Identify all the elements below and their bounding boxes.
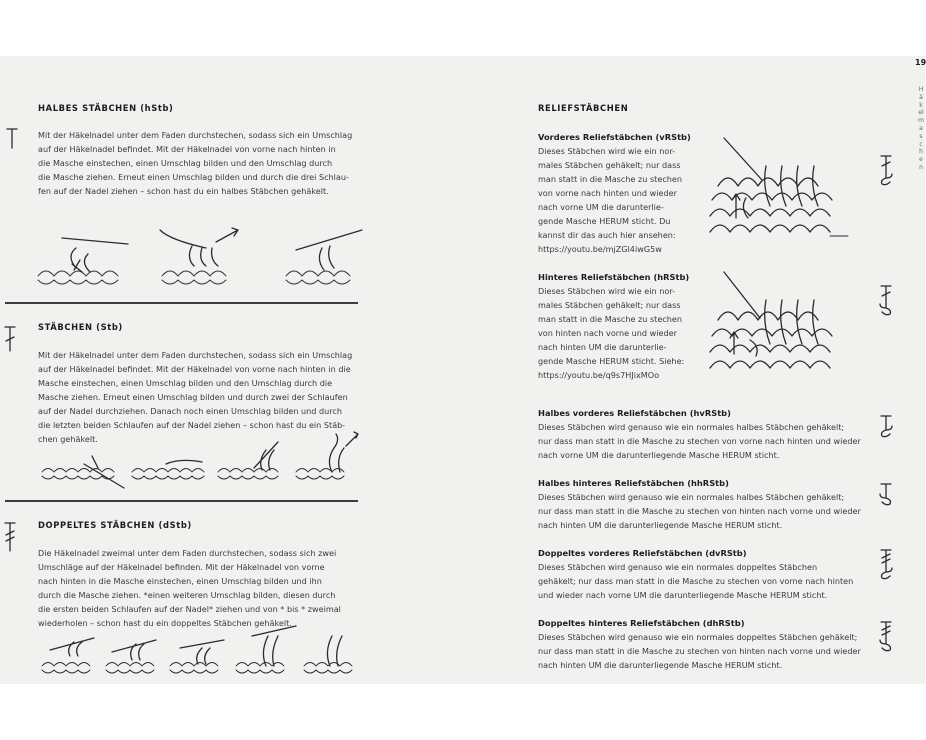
hrstb-illustration bbox=[700, 270, 850, 382]
hstb-illustration bbox=[36, 224, 366, 286]
stb-illustration bbox=[40, 436, 365, 496]
hvrstb-symbol-icon bbox=[878, 412, 898, 440]
hrstb-description: Dieses Stäbchen wird wie ein nor- males Stäbchen gehäkelt; nur dass man statt in die Masche zu stechen von hinten nach vorne und wieder nach hinten UM die darunterlie- gende Masche HERUM sticht. Siehe: https://youtu.be/q9s7HJixMOo bbox=[538, 286, 685, 380]
vrstb-heading: Vorderes Reliefstäbchen (vRStb) bbox=[538, 132, 691, 142]
dhrstb-symbol-icon bbox=[878, 618, 898, 654]
vrstb-illustration bbox=[700, 136, 850, 246]
vrstb-symbol-icon bbox=[878, 152, 898, 188]
chapter-side-label: Häkelmaschen bbox=[918, 86, 924, 171]
dvrstb-symbol-icon bbox=[878, 546, 898, 582]
dstb-symbol-icon bbox=[3, 520, 19, 554]
hrstb-heading: Hinteres Reliefstäbchen (hRStb) bbox=[538, 272, 690, 282]
hhrstb-heading: Halbes hinteres Reliefstäbchen (hhRStb) bbox=[538, 478, 729, 488]
hstb-description: Mit der Häkelnadel unter dem Faden durchstechen, sodass sich ein Umschlag auf der Häkelnadel befindet. Mit der Häkelnadel von vorne nach hinten in die Masche einstechen, einen Umschlag bilden und den Umschlag durch die Masche ziehen. Erneut einen Umschlag bilden und durch die drei Schlau- fen auf der Nadel ziehen – schon hast du ein halbes Stäbchen gehäkelt. bbox=[38, 130, 353, 196]
dvrstb-heading: Doppeltes vorderes Reliefstäbchen (dvRStb) bbox=[538, 548, 747, 558]
hhrstb-symbol-icon bbox=[878, 480, 898, 508]
page-number: 19 bbox=[915, 58, 926, 67]
vrstb-description: Dieses Stäbchen wird wie ein nor- males Stäbchen gehäkelt; nur dass man statt in die Masche zu stechen von vorne nach hinten und wieder nach vorne UM die darunterlie- gende Masche HERUM sticht. Du kannst dir das auch hier ansehen: https://youtu.be/mjZGl4iwG5w bbox=[538, 146, 683, 254]
hrstb-symbol-icon bbox=[878, 282, 898, 318]
dstb-heading: DOPPELTES STÄBCHEN (dStb) bbox=[38, 520, 192, 530]
stb-heading: STÄBCHEN (Stb) bbox=[38, 322, 123, 332]
divider bbox=[5, 302, 358, 304]
stb-symbol-icon bbox=[3, 324, 19, 354]
dstb-illustration bbox=[40, 626, 365, 684]
book-spread bbox=[0, 56, 925, 684]
hstb-heading: HALBES STÄBCHEN (hStb) bbox=[38, 103, 174, 113]
hvrstb-description: Dieses Stäbchen wird genauso wie ein normales halbes Stäbchen gehäkelt; nur dass man statt in die Masche zu stechen von vorne nach hinten und wieder nach vorne UM die darunterliegende Masche HERUM sticht. bbox=[538, 422, 861, 460]
reliefstabchen-heading: RELIEFSTÄBCHEN bbox=[538, 103, 629, 113]
divider bbox=[5, 500, 358, 502]
dhrstb-description: Dieses Stäbchen wird genauso wie ein normales doppeltes Stäbchen gehäkelt; nur dass man statt in die Masche zu stechen von hinten nach vorne und wieder nach hinten UM die darunterliegende Masche HERUM sticht. bbox=[538, 632, 861, 670]
hstb-symbol-icon bbox=[5, 126, 21, 152]
stb-description: Mit der Häkelnadel unter dem Faden durchstechen, sodass sich ein Umschlag auf der Häkelnadel befindet. Mit der Häkelnadel von vorne nach hinten in die Masche einstechen, einen Umschlag bilden und den Umschlag durch die Masche ziehen. Erneut einen Umschlag bilden und durch zwei der Schlaufen auf der Nadel durchziehen. Danach noch einen Umschlag bilden und durch die letzten beiden Schlaufen auf der Nadel ziehen – schon hast du ein Stäb- chen gehäkelt. bbox=[38, 350, 353, 444]
dstb-description: Die Häkelnadel zweimal unter dem Faden durchstechen, sodass sich zwei Umschläge auf der Häkelnadel befinden. Mit der Häkelnadel von vorne nach hinten in die Masche einstechen, einen Umschlag bilden und ihn durch die Masche ziehen. *einen weiteren Umschlag bilden, diesen durch die ersten beiden Schlaufen auf der Nadel* ziehen und von * bis * zweimal wiederholen – schon hast du ein doppeltes Stäbchen gehäkelt. bbox=[38, 548, 341, 628]
hhrstb-description: Dieses Stäbchen wird genauso wie ein normales halbes Stäbchen gehäkelt; nur dass man statt in die Masche zu stechen von hinten nach vorne und wieder nach hinten UM die darunterliegende Masche HERUM sticht. bbox=[538, 492, 861, 530]
dvrstb-description: Dieses Stäbchen wird genauso wie ein normales doppeltes Stäbchen gehäkelt; nur dass man statt in die Masche zu stechen von vorne nach hinten und wieder nach vorne UM die darunterliegende Masche HERUM sticht. bbox=[538, 562, 854, 600]
hvrstb-heading: Halbes vorderes Reliefstäbchen (hvRStb) bbox=[538, 408, 731, 418]
dhrstb-heading: Doppeltes hinteres Reliefstäbchen (dhRStb) bbox=[538, 618, 745, 628]
